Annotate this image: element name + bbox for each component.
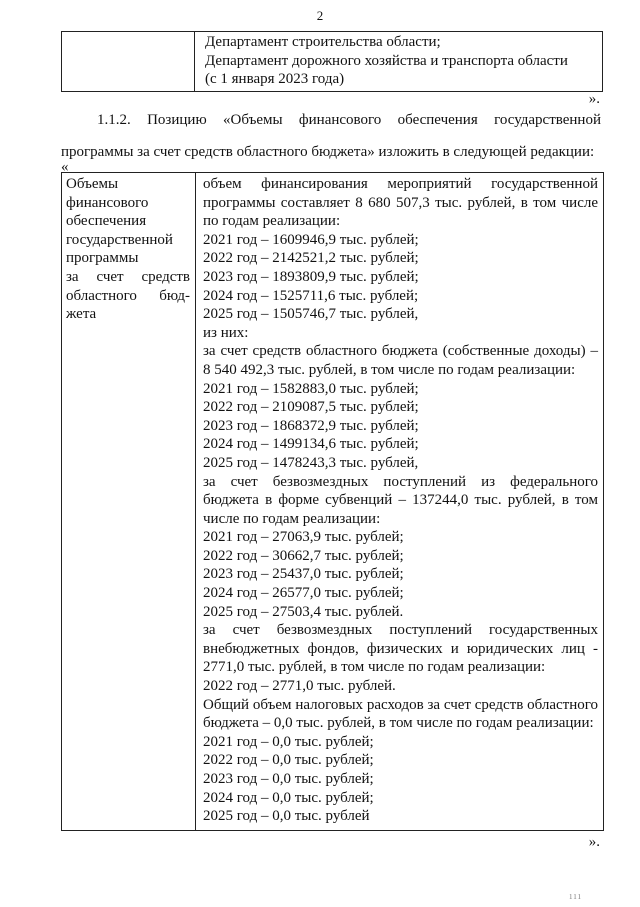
of-them-label: из них: — [203, 324, 249, 341]
funding-table — [61, 172, 604, 831]
top-table-left-cell — [62, 32, 195, 92]
label-line-3: обеспечения — [66, 213, 147, 230]
total-year-2024: 2024 год – 1525711,6 тыс. рублей; — [203, 287, 419, 304]
total-year-2022: 2022 год – 2142521,2 тыс. рублей; — [203, 250, 419, 267]
funding-label-cell — [62, 173, 196, 831]
other-sources-intro: за счет безвозмездных поступлений государственных внебюджетных фондов, физических и юридических лиц - 2771,0 тыс. рублей, в том числе по годам реализации: — [203, 622, 598, 676]
label-line-4: государственной — [66, 231, 173, 248]
federal-year-2021: 2021 год – 27063,9 тыс. рублей; — [203, 529, 404, 546]
label-line-8: жета — [66, 306, 97, 323]
federal-intro: за счет безвозмездных поступлений из федерального бюджета в форме субвенций – 137244,0 тыс. рублей, в том числе по годам реализации: — [203, 473, 598, 527]
tax-year-2024: 2024 год – 0,0 тыс. рублей; — [203, 789, 374, 806]
total-intro: объем финансирования мероприятий государственной программы составляет 8 680 507,3 тыс. рублей, в том числе по годам реализации: — [203, 176, 598, 230]
closing-quote-1: ». — [588, 91, 600, 107]
footer-mark: 111 — [569, 893, 582, 901]
federal-year-2024: 2024 год – 26577,0 тыс. рублей; — [203, 585, 404, 602]
own-funds-intro: за счет средств областного бюджета (собственные доходы) – 8 540 492,3 тыс. рублей, в том числе по годам реализации: — [203, 343, 598, 378]
amendment-paragraph: 1.1.2. Позицию «Объемы финансового обеспечения государственной программы за счет средств областного бюджета» изложить в следующей редакции: — [61, 112, 601, 160]
own-year-2025: 2025 год – 1478243,3 тыс. рублей, — [203, 454, 419, 471]
total-year-2021: 2021 год – 1609946,9 тыс. рублей; — [203, 231, 419, 248]
top-line-2: Департамент дорожного хозяйства и транспорта области — [205, 52, 568, 69]
other-year-2022: 2022 год – 2771,0 тыс. рублей. — [203, 678, 396, 695]
federal-year-2023: 2023 год – 25437,0 тыс. рублей; — [203, 566, 404, 583]
own-year-2023: 2023 год – 1868372,9 тыс. рублей; — [203, 417, 419, 434]
tax-year-2022: 2022 год – 0,0 тыс. рублей; — [203, 752, 374, 769]
tax-year-2025: 2025 год – 0,0 тыс. рублей — [203, 808, 370, 825]
top-line-3: (с 1 января 2023 года) — [205, 71, 345, 88]
label-line-6: за счет средств — [66, 268, 190, 285]
label-line-5: программы — [66, 250, 139, 267]
federal-year-2025: 2025 год – 27503,4 тыс. рублей. — [203, 603, 404, 620]
opening-quote: « — [61, 159, 69, 175]
closing-quote-2: ». — [588, 834, 600, 850]
label-line-2: финансового — [66, 194, 149, 211]
label-line-7: областного бюд- — [66, 287, 190, 304]
tax-year-2021: 2021 год – 0,0 тыс. рублей; — [203, 733, 374, 750]
total-year-2025: 2025 год – 1505746,7 тыс. рублей, — [203, 306, 419, 323]
tax-year-2023: 2023 год – 0,0 тыс. рублей; — [203, 771, 374, 787]
top-table-right-cell — [195, 32, 603, 92]
responsible-executors-table — [61, 31, 603, 92]
tax-expenses-intro: Общий объем налоговых расходов за счет средств областного бюджета – 0,0 тыс. рублей, в том числе по годам реализации: — [203, 696, 598, 732]
page-number: 2 — [316, 8, 324, 23]
label-line-1: Объемы — [66, 176, 119, 192]
own-year-2024: 2024 год – 1499134,6 тыс. рублей; — [203, 436, 419, 453]
top-line-1: Департамент строительства области; — [205, 34, 441, 50]
total-year-2023: 2023 год – 1893809,9 тыс. рублей; — [203, 268, 419, 285]
federal-year-2022: 2022 год – 30662,7 тыс. рублей; — [203, 547, 404, 564]
funding-content-cell — [196, 173, 604, 831]
own-year-2021: 2021 год – 1582883,0 тыс. рублей; — [203, 380, 419, 397]
own-year-2022: 2022 год – 2109087,5 тыс. рублей; — [203, 399, 419, 416]
